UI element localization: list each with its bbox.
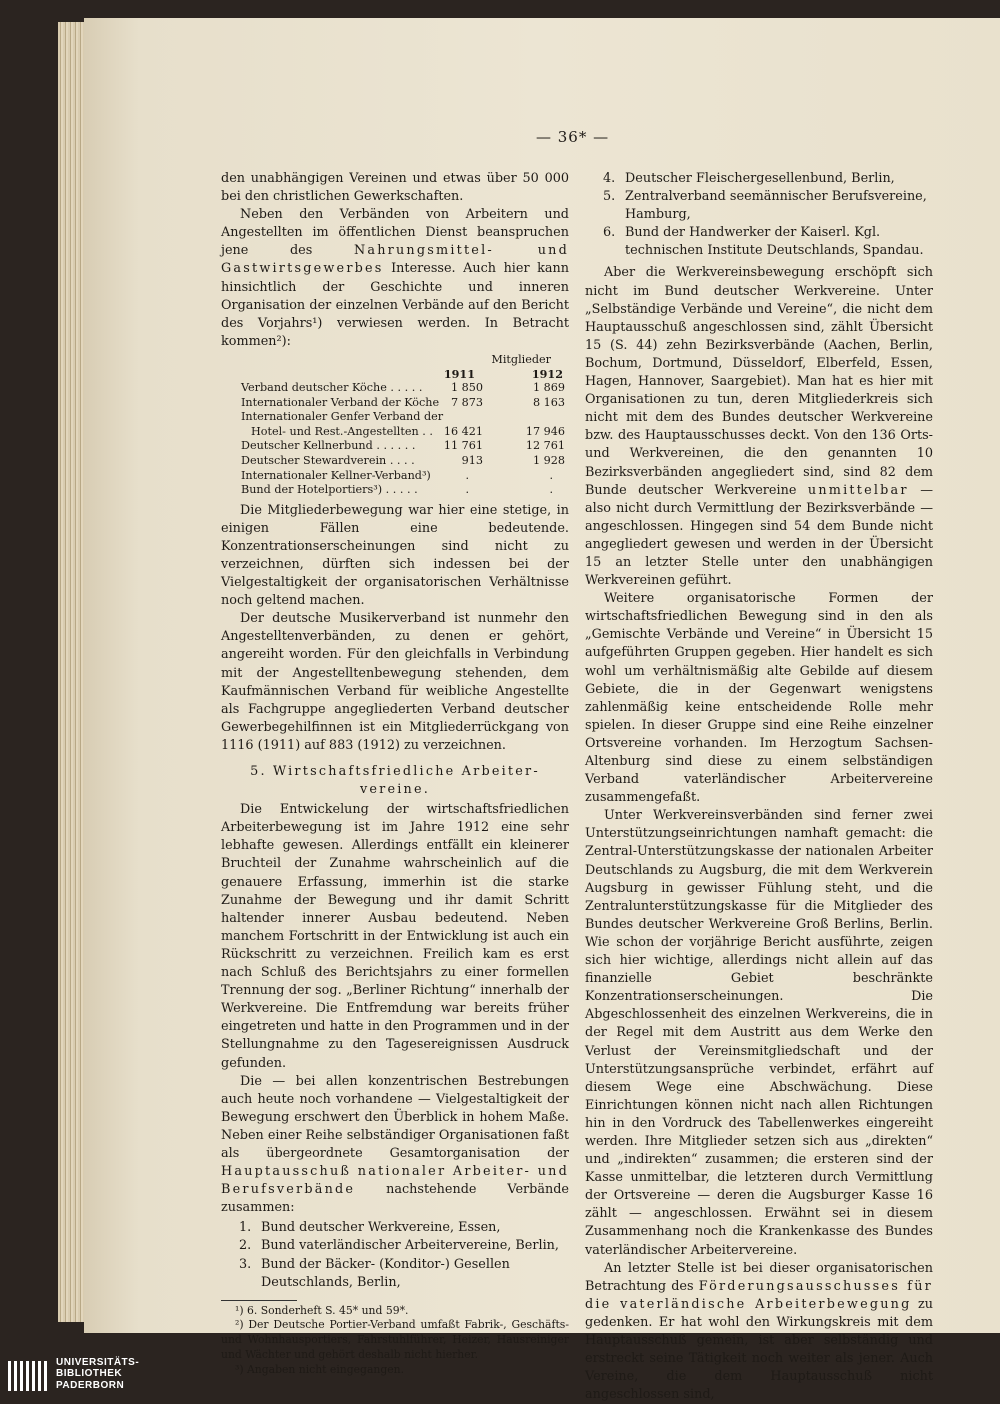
table-header-label: Mitglieder [491,352,551,366]
table-cell-name: Internationaler Verband der Köche [241,395,440,409]
table-cell-name: Verband deutscher Köche . . . . . [241,380,423,394]
list-text: Zentralverband seemännischer Berufsvereine, Hamburg, [625,189,927,223]
paragraph [221,1073,569,1218]
list-text: Bund der Bäcker- (Konditor-) Gesellen Deutschlands, Berlin, [261,1256,510,1290]
list-number: 1. [239,1220,252,1236]
list-number: 6. [603,225,616,241]
list-item [585,170,933,188]
year-1911-header: 1911 [443,366,475,381]
table-cell-1912: 17 946 [525,424,565,438]
spaced-text: Hauptausschuß nationaler Arbeiter- und Berufsverbände [221,1164,569,1198]
paragraph: den unabhängigen Vereinen und etwas über 50 000 bei den christlichen Gewerkschaften. [221,171,569,205]
list-item [221,1256,569,1292]
association-list [221,1219,569,1291]
table-cell-name: Deutscher Stewardverein . . . . [241,453,415,467]
list-item [585,188,933,224]
table-cell-name: Internationaler Kellner-Verband³) [241,468,431,482]
table-cell-1912: . [549,468,553,482]
paragraph [585,1260,933,1404]
list-number: 3. [239,1256,252,1272]
table-cell-1911: 913 [461,453,483,467]
association-list-continued [585,170,933,260]
spaced-text: Förderungsausschusses für die vaterländische Arbeiterbewegung [585,1278,933,1312]
table-row [221,454,569,469]
text-run: Interesse. Auch hier kann hinsichtlich der Geschichte und inneren Organisation der einzelnen Verbände auf den Bericht des Vorjahrs¹) verwiesen werden. In Betracht kommen²): [221,261,569,349]
paragraph: Die Mitgliederbewegung war hier eine stetige, in einigen Fällen eine bedeutende. Konzentrationserscheinungen sind nicht zu verzeichnen, dürften sich indessen bei der Vielgestaltigkeit der organisatorischen Verhältnisse noch geltend machen. [221,502,569,609]
table-cell-1912: 8 163 [532,395,565,409]
table-year-header [221,367,569,381]
library-logo-line: BIBLIOTHEK [56,1368,123,1380]
table-row [221,425,569,440]
text-run: An letzter Stelle ist bei dieser organisatorischen Betrachtung des [585,1260,933,1294]
footnote: ³) Angaben nicht eingegangen. [235,1362,405,1376]
text-run: Aber die Werkvereinsbewegung erschöpft sich nicht im Bund deutscher Werkvereine. Unter „Selbständige Verbände und Vereine“, die nicht dem Hauptausschuß angeschlossen sind, zählt Übersicht 15 (S. 44) zehn Bezirksverbände (Aachen, Berlin, Bochum, Dortmund, Düsseldorf, Elberfeld, Essen, Hagen, Hannover, Saargebiet). Man hat es hier mit Organisationen zu tun, deren Mitgliederkreis sich nicht mit dem des Bundes deutscher Werkvereine bzw. des Hauptausschusses deckt. Von den 136 Orts- und Werkvereinen, die den genannten 10 Bezirksverbänden angegliedert sind, sind 82 dem Bunde deutscher Werkvereine [585,265,933,498]
list-number: 5. [603,189,616,205]
table-cell-1911: 7 873 [450,395,483,409]
table-cell-1912: 1 928 [532,453,565,467]
text-run: nachstehende Verbände zusammen: [221,1182,569,1216]
table-row [221,483,569,498]
footnote: ²) Der Deutsche Portier-Verband umfaßt Fabrik-, Geschäfts- und Wohnhausportiers, Fahrstuhlführer, Heizer, Hausreiniger und Wächter und gehört deshalb nicht hierher. [221,1318,569,1361]
table-cell-name: Internationaler Genfer Verband der [241,410,444,424]
table-cell-1911: 16 421 [443,424,483,438]
list-text: Bund vaterländischer Arbeitervereine, Berlin, [261,1238,559,1254]
left-column [221,170,569,1377]
table-cell-name: Bund der Hotelportiers³) . . . . . [241,483,418,497]
paragraph [585,264,933,590]
table-cell-name: Hotel- und Rest.-Angestellten . . [251,424,433,438]
membership-table [221,353,569,498]
footnote: ¹) 6. Sonderheft S. 45* und 59*. [235,1303,409,1317]
table-cell-1911: 11 761 [443,439,483,453]
table-cell-1911: . [465,468,469,482]
library-logo-line: PADERBORN [56,1379,125,1391]
year-1912-header: 1912 [531,366,563,381]
list-number: 4. [603,171,616,186]
section-heading [221,763,569,799]
table-cell-1911: . [465,483,469,497]
table-header [221,353,569,367]
list-text: Bund der Handwerker der Kaiserl. Kgl. technischen Institute Deutschlands, Spandau. [625,225,924,259]
table-cell-1912: 1 869 [532,380,565,394]
list-text: Deutscher Fleischergesellenbund, Berlin, [625,171,895,186]
paragraph: Unter Werkvereinsverbänden sind ferner zwei Unterstützungseinrichtungen namhaft gemacht: die Zentral-Unterstützungskasse der nationalen Arbeiter Deutschlands zu Augsburg, die mit dem Werkverein Augsburg in gewisser Fühlung steht, und die Zentralunterstützungskasse für die Mitglieder des Bundes deutscher Werkvereine Groß Berlins, Berlin. Wie schon der vorjährige Bericht ausführte, zeigen sich hier wichtige, allerdings nicht allein auf das finanzielle Gebiet beschränkte Konzentrationserscheinungen. Die Abgeschlossenheit des einzelnen Werkvereins, die in der Regel mit dem Austritt aus dem Werke den Verlust der Vereinsmitgliedschaft und der Unterstützungsansprüche verbindet, erfährt auf diesem Wege eine Abschwächung. Diese Einrichtungen können nicht nach allen Richtungen hin in den Vordruck des Tabellenwerkes eingereiht werden. Ihre Mitglieder setzen sich aus „direkten“ und „indirekten“ zusammen; die ersteren sind der Kasse unmittelbar, die letzteren durch Vermittlung der Ortsvereine — deren die Augsburger Kasse 16 zählt — angeschlossen. Erwähnt sei in diesem Zusammenhang noch die Krankenkasse des Bundes vaterländischer Arbeitervereine. [585,808,933,1258]
library-logo [6,1357,146,1397]
library-logo-text [56,1357,139,1391]
table-row [221,381,569,396]
table-row [221,469,569,484]
footnotes [221,1304,569,1378]
library-logo-line: UNIVERSITÄTS- [56,1357,140,1368]
list-item [221,1219,569,1237]
paragraph: Die Entwickelung der wirtschaftsfriedlichen Arbeiterbewegung ist im Jahre 1912 eine sehr lebhafte gewesen. Allerdings entfällt ein kleinerer Bruchteil der Zunahme wahrscheinlich auf die genauere Erfassung, immerhin ist die starke Zunahme der Bewegung und ihr damit Schritt haltender innerer Ausbau bedeutend. Neben manchem Fortschritt in der Entwicklung ist auch ein Rückschritt zu verzeichnen. Freilich kam es erst nach Schluß des Berichtsjahrs zu einer formellen Trennung der sog. „Berliner Richtung“ innerhalb der Werkvereine. Die Entfremdung war bereits früher eingetreten und hatte in den Programmen und in der Stellungnahme zu den Tagesereignissen Ausdruck gefunden. [221,802,569,1071]
section-heading-line: vereine. [359,782,431,798]
text-run: zu gedenken. Er hat wohl den Wirkungskreis mit dem Hauptausschuß gemein, ist aber selbständig und erstreckt seine Tätigkeit noch weiter als jener. Auch Vereine, die dem Hauptausschuß nicht angeschlossen sind, [585,1296,933,1403]
paragraph: Weitere organisatorische Formen der wirtschaftsfriedlichen Bewegung sind in den als „Gemischte Verbände und Vereine“ in Übersicht 15 aufgeführten Gruppen gegeben. Hier handelt es sich wohl um verhältnismäßig alte Gebilde auf diesem Gebiete, die in der Gegenwart wenigstens zahlenmäßig keine entscheidende Rolle mehr spielen. In dieser Gruppe sind eine Reihe einzelner Ortsvereine vorhanden. Im Herzogtum Sachsen-Altenburg sind diese zu einem selbständigen Verband vaterländischer Arbeitervereine zusammengefaßt. [585,591,933,806]
table-cell-1911: 1 850 [450,380,483,394]
list-text: Bund deutscher Werkvereine, Essen, [261,1220,501,1236]
text-run: — also nicht durch Vermittlung der Bezirksverbände — angeschlossen. Hingegen sind 54 dem Bunde nicht angegliedert gewesen und werden in der Übersicht 15 an letzter Stelle unter den unabhängigen Werkvereinen geführt. [585,482,934,589]
section-heading-line: 5. Wirtschaftsfriedliche Arbeiter- [250,764,540,779]
text-run: Neben den Verbänden von Arbeitern und Angestellten im öffentlichen Dienst beanspruchen jene des [221,207,569,259]
spaced-text: unmittelbar [807,482,909,498]
right-column [585,170,933,1404]
list-number: 2. [239,1238,252,1254]
library-logo-bars-icon [6,1361,54,1391]
paragraph [221,206,569,351]
list-item [585,224,933,260]
footnote-rule [221,1300,297,1301]
spaced-text: Nahrungsmittel- und Gastwirtsgewerbes [221,243,569,277]
paragraph: Der deutsche Musikerverband ist nunmehr den Angestelltenverbänden, zu denen er gehört, angereiht worden. Für den gleichfalls in Verbindung mit der Angestelltenbewegung stehenden, dem Kaufmännischen Verband für weibliche Angestellte als Fachgruppe angegliederten Verband deutscher Gewerbegehilfinnen ist ein Mitgliederrückgang von 1116 (1911) auf 883 (1912) zu verzeichnen. [221,611,569,753]
table-row [221,439,569,454]
page-number: — 36* — [536,128,610,146]
table-row [221,396,569,411]
table-cell-1912: . [549,483,553,497]
table-cell-1912: 12 761 [525,439,565,453]
table-cell-name: Deutscher Kellnerbund . . . . . . [241,439,416,453]
table-row [221,410,569,425]
text-run: Die — bei allen konzentrischen Bestrebungen auch heute noch vorhandene — Vielgestaltigkeit der Bewegung erschwert den Überblick in hohem Maße. Neben einer Reihe selbständiger Organisationen faßt als übergeordnete Gesamtorganisation der [221,1073,570,1161]
list-item [221,1237,569,1255]
